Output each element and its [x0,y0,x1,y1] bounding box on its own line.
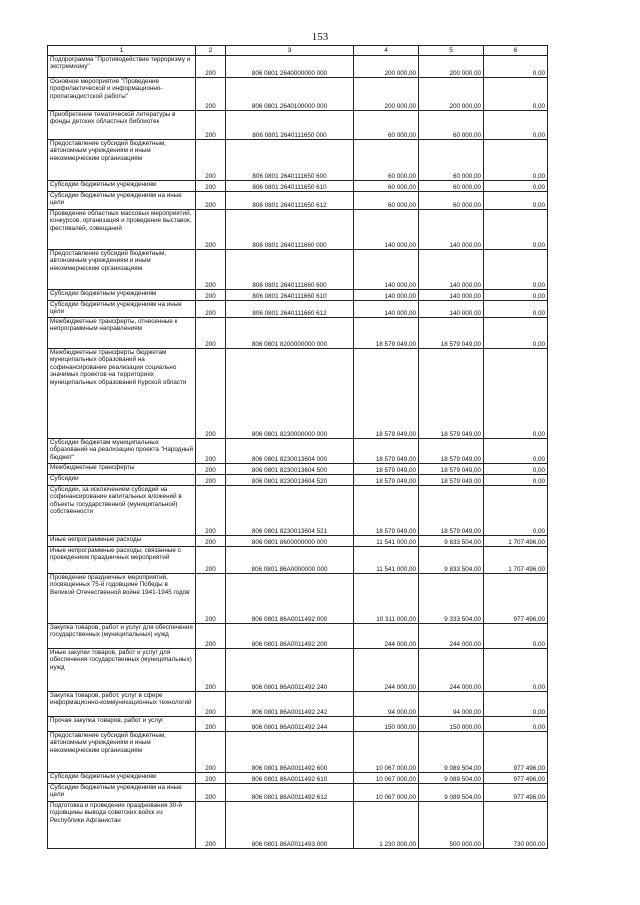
cell-code: 200 [196,649,226,692]
cell-classification: 806 0801 2640111650 612 [226,192,354,210]
table-row [48,475,548,486]
cell-name: Подпрограмма "Противодействие терроризму и экстремизму" [48,56,196,78]
cell-name: Основное мероприятие "Проведение профилактической и информационно-пропагандистской работы" [48,78,196,111]
table-row [48,439,548,464]
cell-code: 200 [196,301,226,318]
cell-col5: 18 579 049,00 [419,464,484,475]
cell-col4: 140 000,00 [354,301,419,318]
cell-col5: 200 000,00 [419,78,484,111]
cell-col4: 200 000,00 [354,78,419,111]
cell-col6: 0,00 [484,486,548,536]
cell-name: Субсидии бюджетным учреждениям [48,181,196,192]
cell-col6: 0,00 [484,111,548,140]
cell-code: 200 [196,784,226,802]
cell-classification: 806 0801 2640111650 610 [226,181,354,192]
cell-classification: 806 0801 8600000000 000 [226,536,354,547]
table-header-row [48,46,548,56]
cell-col5: 140 000,00 [419,290,484,301]
cell-col4: 10 067 000,00 [354,773,419,784]
cell-col5: 140 000,00 [419,210,484,250]
cell-classification: 806 0801 8230013604 000 [226,439,354,464]
cell-name: Предоставление субсидий бюджетным, автономным учреждениям и иным некоммерческим организациям [48,140,196,181]
cell-col5: 244 000,00 [419,624,484,649]
cell-name: Предоставление субсидий бюджетным, автономным учреждениям и иным некоммерческим организациям [48,250,196,290]
cell-col5: 60 000,00 [419,140,484,181]
table-row [48,192,548,210]
cell-col4: 10 067 000,00 [354,784,419,802]
cell-code: 200 [196,56,226,78]
table-row [48,111,548,140]
column-header: 2 [196,46,226,56]
cell-col4: 10 311 000,00 [354,574,419,624]
cell-col6: 1 707 496,00 [484,547,548,574]
cell-col6: 0,00 [484,192,548,210]
cell-name: Приобретение тематической литературы в фонды детских областных библиотек [48,111,196,140]
table-row [48,210,548,250]
cell-code: 200 [196,210,226,250]
cell-col6: 0,00 [484,464,548,475]
cell-col6: 0,00 [484,439,548,464]
cell-code: 200 [196,802,226,849]
cell-col4: 1 230 000,00 [354,802,419,849]
cell-col6: 0,00 [484,250,548,290]
cell-col6: 977 496,00 [484,773,548,784]
cell-col5: 18 579 049,00 [419,439,484,464]
cell-name: Субсидии [48,475,196,486]
cell-code: 200 [196,475,226,486]
cell-col5: 18 579 049,00 [419,318,484,349]
cell-classification: 806 0801 86А0011492 600 [226,732,354,773]
table-row [48,486,548,536]
cell-col6: 0,00 [484,301,548,318]
cell-col4: 200 000,00 [354,56,419,78]
table-row [48,301,548,318]
cell-col4: 18 579 049,00 [354,464,419,475]
table-row [48,250,548,290]
cell-col6: 0,00 [484,78,548,111]
cell-col5: 500 000,00 [419,802,484,849]
cell-col4: 10 067 000,00 [354,732,419,773]
cell-classification: 806 0801 2640111650 000 [226,111,354,140]
cell-name: Иные закупки товаров, работ и услуг для обеспечения государственных (муниципальных) нужд [48,649,196,692]
cell-name: Межбюджетные трансферты, отнесенные к непрограммным направлениям [48,318,196,349]
cell-classification: 806 0801 2640111660 600 [226,250,354,290]
cell-col5: 94 000,00 [419,692,484,717]
cell-classification: 806 0801 2640000000 000 [226,56,354,78]
cell-col6: 977 496,00 [484,732,548,773]
table-row [48,318,548,349]
cell-name: Прочая закупка товаров, работ и услуг [48,717,196,732]
cell-code: 200 [196,78,226,111]
cell-col5: 9 333 504,00 [419,574,484,624]
cell-name: Субсидии бюджетным учреждениям на иные цели [48,192,196,210]
cell-classification: 806 0801 8230013604 500 [226,464,354,475]
cell-name: Проведение праздничных мероприятий, посвященных 75-й годовщине Победы в Великой Отечественной войне 1941-1945 годов [48,574,196,624]
table-row [48,78,548,111]
cell-code: 200 [196,732,226,773]
cell-name: Субсидии, за исключением субсидий на софинансирование капитальных вложений в объекты государственной (муниципальной) собственности [48,486,196,536]
cell-col6: 977 496,00 [484,784,548,802]
cell-classification: 806 0801 86А0011493 000 [226,802,354,849]
cell-col4: 18 579 049,00 [354,439,419,464]
cell-col5: 150 000,00 [419,717,484,732]
cell-code: 200 [196,692,226,717]
cell-code: 200 [196,290,226,301]
table-row [48,140,548,181]
budget-table [47,45,548,849]
cell-col6: 0,00 [484,210,548,250]
cell-name: Субсидии бюджетам муниципальных образований на реализацию проекта "Народный бюджет" [48,439,196,464]
cell-classification: 806 0801 2640111660 612 [226,301,354,318]
cell-name: Субсидии бюджетным учреждениям на иные цели [48,784,196,802]
table-row [48,536,548,547]
table-row [48,802,548,849]
cell-col5: 9 089 504,00 [419,732,484,773]
cell-col4: 60 000,00 [354,140,419,181]
column-header: 5 [419,46,484,56]
table-row [48,547,548,574]
cell-name: Иные непрограммные расходы [48,536,196,547]
cell-col6: 0,00 [484,349,548,439]
cell-classification: 806 0801 86А0011492 610 [226,773,354,784]
cell-code: 200 [196,349,226,439]
cell-classification: 806 0801 86А0011492 240 [226,649,354,692]
table-row [48,290,548,301]
cell-name: Проведение областных массовых мероприятий, конкурсов, организация и проведение выставок, фестивалей, совещаний [48,210,196,250]
column-header: 4 [354,46,419,56]
cell-classification: 806 0801 8230013604 521 [226,486,354,536]
cell-classification: 806 0801 86А0011492 200 [226,624,354,649]
cell-code: 200 [196,464,226,475]
cell-col5: 60 000,00 [419,181,484,192]
cell-col4: 60 000,00 [354,111,419,140]
cell-code: 200 [196,717,226,732]
cell-classification: 806 0801 86А0011492 242 [226,692,354,717]
budget-table-body [48,46,548,849]
column-header: 6 [484,46,548,56]
cell-code: 200 [196,111,226,140]
cell-col5: 18 579 049,00 [419,475,484,486]
cell-code: 200 [196,486,226,536]
cell-classification: 806 0801 86А0011492 612 [226,784,354,802]
cell-code: 200 [196,536,226,547]
cell-name: Субсидии бюджетным учреждениям [48,290,196,301]
cell-col4: 60 000,00 [354,181,419,192]
cell-col6: 730 000,00 [484,802,548,849]
cell-col5: 140 000,00 [419,250,484,290]
page-number: 153 [311,31,329,43]
cell-col4: 140 000,00 [354,290,419,301]
cell-col6: 0,00 [484,692,548,717]
cell-name: Закупка товаров, работ и услуг для обеспечения государственных (муниципальных) нужд [48,624,196,649]
cell-classification: 806 0801 8200000000 000 [226,318,354,349]
table-row [48,717,548,732]
cell-code: 200 [196,773,226,784]
cell-code: 200 [196,574,226,624]
cell-col4: 18 579 049,00 [354,318,419,349]
cell-classification: 806 0801 8230013604 520 [226,475,354,486]
cell-col6: 0,00 [484,181,548,192]
cell-col5: 60 000,00 [419,192,484,210]
cell-code: 200 [196,624,226,649]
cell-col4: 140 000,00 [354,250,419,290]
cell-col5: 9 833 504,00 [419,536,484,547]
cell-classification: 806 0801 2640111660 000 [226,210,354,250]
cell-col6: 0,00 [484,318,548,349]
table-row [48,649,548,692]
column-header: 1 [48,46,196,56]
table-row [48,773,548,784]
table-row [48,181,548,192]
cell-col6: 0,00 [484,290,548,301]
cell-classification: 806 0801 8230000000 000 [226,349,354,439]
cell-code: 200 [196,250,226,290]
cell-name: Субсидии бюджетным учреждениям на иные цели [48,301,196,318]
cell-name: Иные непрограммные расходы, связанные с проведением праздничных мероприятий [48,547,196,574]
cell-col5: 9 089 504,00 [419,784,484,802]
cell-col4: 18 579 049,00 [354,475,419,486]
table-row [48,784,548,802]
cell-col4: 18 579 049,00 [354,349,419,439]
cell-col5: 18 579 049,00 [419,486,484,536]
cell-classification: 806 0801 86А0011492 244 [226,717,354,732]
cell-col6: 0,00 [484,56,548,78]
cell-classification: 806 0801 2640111650 600 [226,140,354,181]
cell-col5: 200 000,00 [419,56,484,78]
table-row [48,732,548,773]
cell-col6: 0,00 [484,649,548,692]
cell-code: 200 [196,181,226,192]
cell-col4: 60 000,00 [354,192,419,210]
cell-classification: 806 0801 2640100000 000 [226,78,354,111]
cell-col5: 18 579 049,00 [419,349,484,439]
cell-col6: 0,00 [484,140,548,181]
cell-col6: 1 707 496,00 [484,536,548,547]
cell-name: Закупка товаров, работ, услуг в сфере информационно-коммуникационных технологий [48,692,196,717]
cell-col4: 11 541 000,00 [354,536,419,547]
cell-col4: 94 000,00 [354,692,419,717]
table-row [48,624,548,649]
cell-col6: 0,00 [484,475,548,486]
cell-code: 200 [196,318,226,349]
table-row [48,464,548,475]
table-row [48,349,548,439]
table-row [48,574,548,624]
table-row [48,56,548,78]
cell-name: Межбюджетные трансферты бюджетам муниципальных образований на софинансирование реализации социально значимых проектов на территориях муниципальных образований Курской области [48,349,196,439]
cell-code: 200 [196,439,226,464]
cell-col5: 9 089 504,00 [419,773,484,784]
cell-col6: 0,00 [484,717,548,732]
cell-col5: 9 833 504,00 [419,547,484,574]
cell-col4: 140 000,00 [354,210,419,250]
cell-classification: 806 0801 86А0011492 000 [226,574,354,624]
cell-name: Субсидии бюджетным учреждениям [48,773,196,784]
cell-col4: 244 000,00 [354,624,419,649]
cell-col6: 0,00 [484,624,548,649]
cell-classification: 806 0801 2640111660 610 [226,290,354,301]
cell-col4: 18 579 049,00 [354,486,419,536]
cell-name: Предоставление субсидий бюджетным, автономным учреждениям и иным некоммерческим организациям [48,732,196,773]
cell-col5: 60 000,00 [419,111,484,140]
cell-code: 200 [196,192,226,210]
cell-col4: 244 000,00 [354,649,419,692]
table-row [48,692,548,717]
cell-code: 200 [196,547,226,574]
cell-col5: 140 000,00 [419,301,484,318]
cell-col4: 150 000,00 [354,717,419,732]
cell-name: Межбюджетные трансферты [48,464,196,475]
cell-col4: 11 541 000,00 [354,547,419,574]
cell-col5: 244 000,00 [419,649,484,692]
cell-classification: 806 0801 86А0000000 000 [226,547,354,574]
cell-name: Подготовка и проведение празднования 30-й годовщины вывода советских войск из Республики Афганистан [48,802,196,849]
cell-col6: 977 496,00 [484,574,548,624]
column-header: 3 [226,46,354,56]
cell-code: 200 [196,140,226,181]
